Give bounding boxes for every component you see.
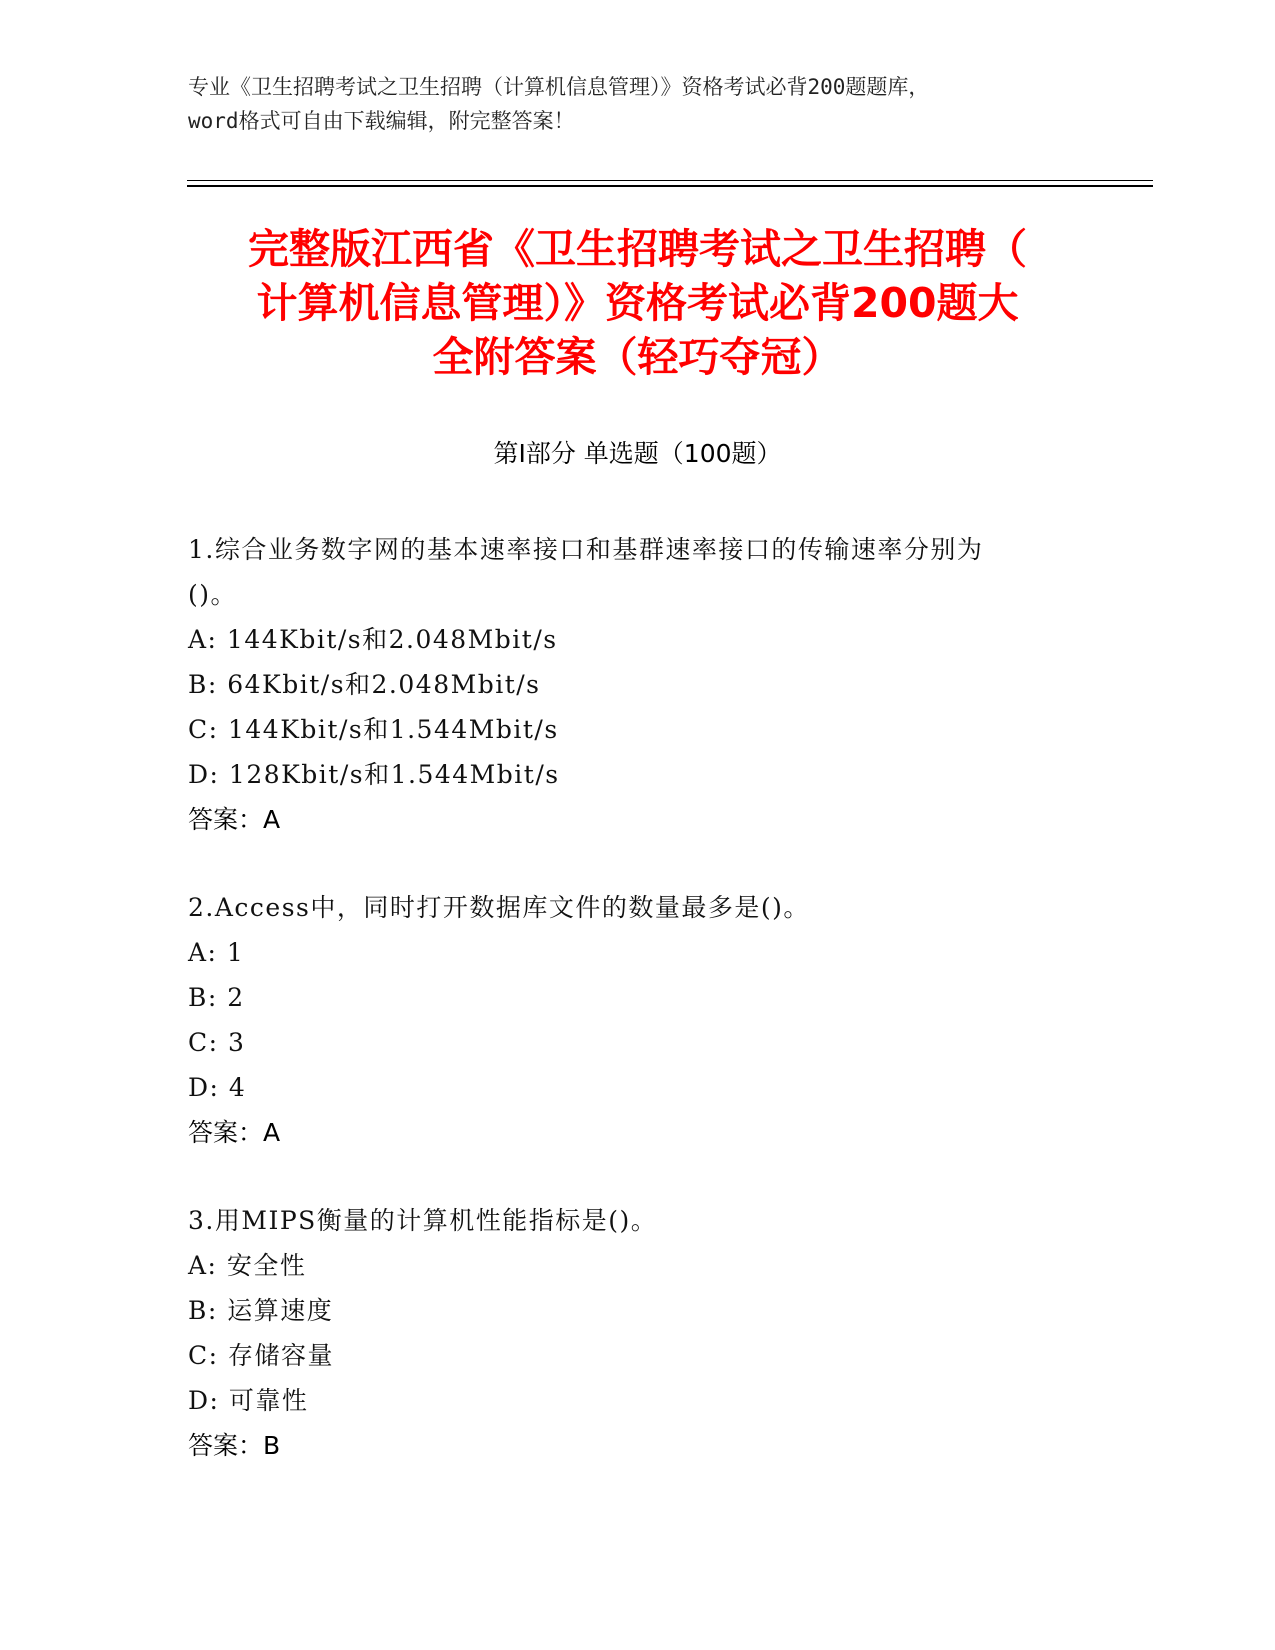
option-b: B: 64Kbit/s和2.048Mbit/s [188, 670, 541, 699]
option-b: B: 运算速度 [188, 1296, 334, 1325]
document-title-line-3: 全附答案（轻巧夺冠） [432, 333, 843, 381]
answer: 答案：A [188, 1118, 281, 1147]
option-d: D: 可靠性 [188, 1386, 309, 1415]
document-title-line-1: 完整版江西省《卫生招聘考试之卫生招聘（ [248, 225, 1027, 273]
option-a: A: 安全性 [188, 1251, 307, 1280]
question-1 [188, 527, 1088, 842]
question-stem: 1.综合业务数字网的基本速率接口和基群速率接口的传输速率分别为 [188, 535, 984, 564]
question-stem-continued: ()。 [188, 580, 238, 609]
question-stem: 3.用MIPS衡量的计算机性能指标是()。 [188, 1206, 658, 1235]
option-b: B: 2 [188, 983, 245, 1012]
option-c: C: 3 [188, 1028, 246, 1057]
option-a: A: 1 [188, 938, 245, 967]
section-heading: 第I部分 单选题（100题） [493, 439, 782, 468]
question-stem: 2.Access中，同时打开数据库文件的数量最多是()。 [188, 893, 810, 922]
document-title-line-2: 计算机信息管理）》资格考试必背200题大 [256, 279, 1019, 327]
question-2 [188, 885, 1088, 1155]
header-note-line-2: word格式可自由下载编辑，附完整答案！ [188, 109, 575, 133]
question-3 [188, 1198, 1088, 1468]
option-c: C: 存储容量 [188, 1341, 334, 1370]
header-note [188, 70, 1088, 138]
header-divider-thin [187, 180, 1153, 181]
question-list [188, 527, 1088, 1511]
header-divider-thick [187, 185, 1153, 187]
answer: 答案：A [188, 805, 281, 834]
option-d: D: 4 [188, 1073, 247, 1102]
header-note-line-1: 专业《卫生招聘考试之卫生招聘（计算机信息管理）》资格考试必背200题题库， [188, 75, 930, 99]
option-d: D: 128Kbit/s和1.544Mbit/s [188, 760, 560, 789]
document-title [160, 222, 1115, 384]
option-a: A: 144Kbit/s和2.048Mbit/s [188, 625, 558, 654]
answer: 答案：B [188, 1431, 281, 1460]
option-c: C: 144Kbit/s和1.544Mbit/s [188, 715, 559, 744]
